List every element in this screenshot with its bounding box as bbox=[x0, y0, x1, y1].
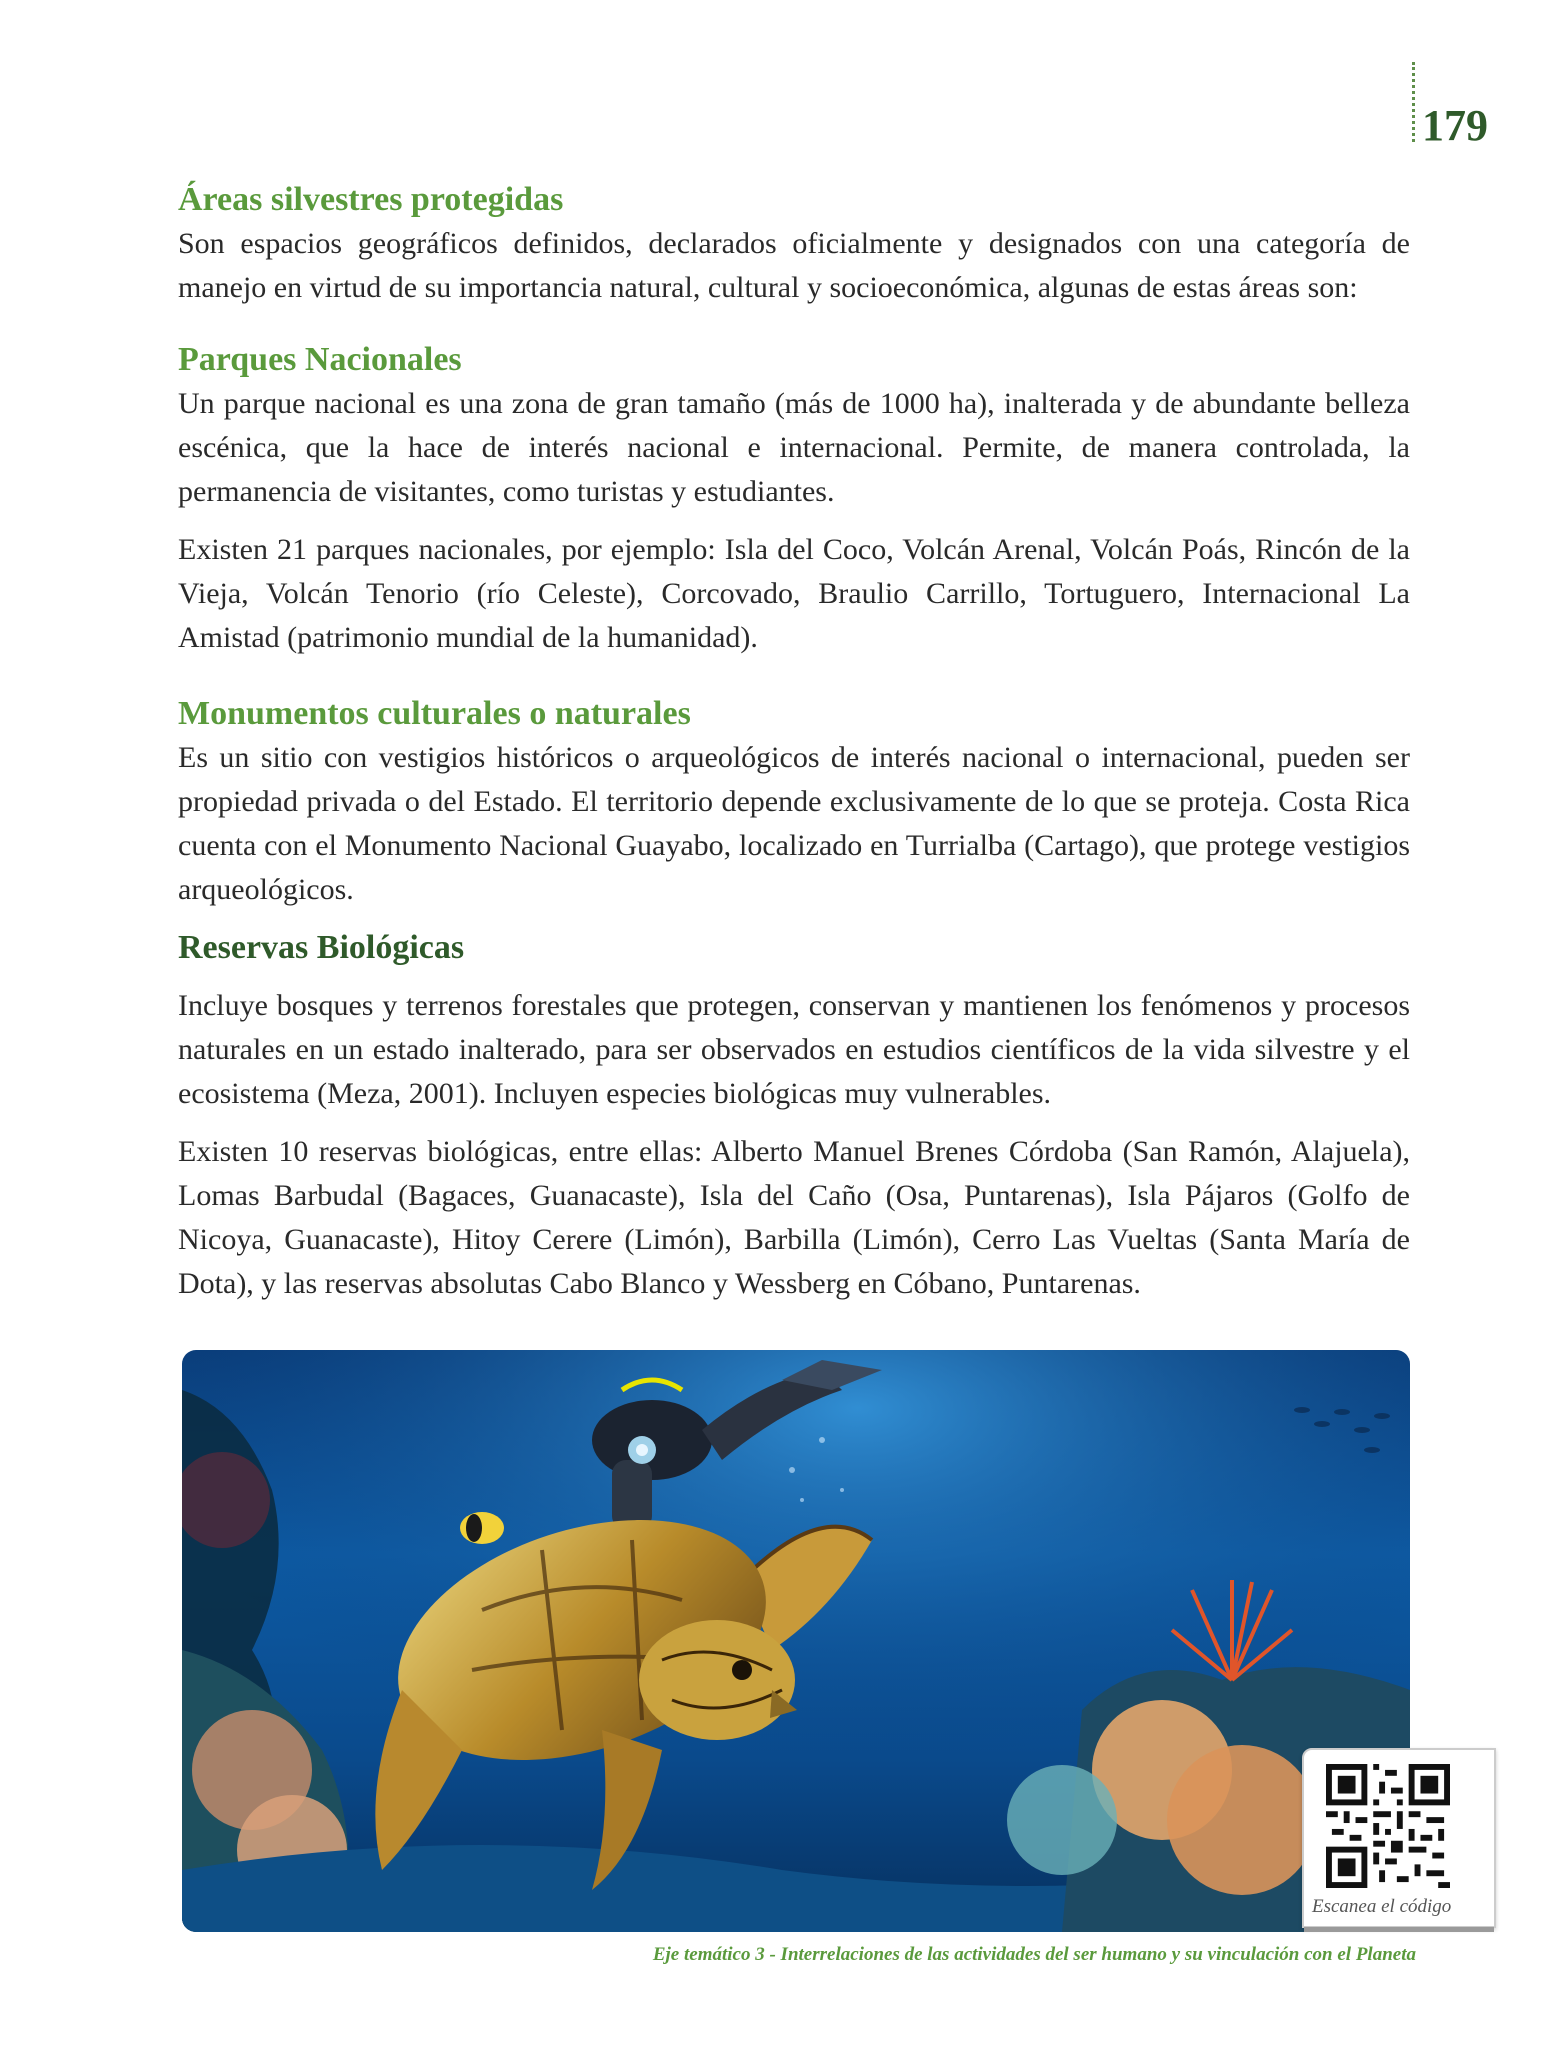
qr-code-icon[interactable] bbox=[1326, 1764, 1450, 1888]
main-content bbox=[178, 178, 1410, 1306]
footer-thematic-axis: Eje temático 3 - Interrelaciones de las actividades del ser humano y su vinculación con el Planeta bbox=[652, 1944, 1416, 1965]
paragraph-areas-silvestres: Son espacios geográficos definidos, declarados oficialmente y designados con una categoría de manejo en virtud de su importancia natural, cultural y socioeconómica, algunas de estas áreas son: bbox=[178, 227, 1410, 304]
qr-code-card[interactable] bbox=[1302, 1748, 1496, 1928]
paragraph-parques-2: Existen 21 parques nacionales, por ejemplo: Isla del Coco, Volcán Arenal, Volcán Poás, Rincón de la Vieja, Volcán Tenorio (río Celeste), Corcovado, Braulio Carrillo, Tortuguero, Internacional La Amistad (patrimonio mundial de la humanidad). bbox=[178, 533, 1410, 654]
paragraph-reservas-1: Incluye bosques y terrenos forestales que protegen, conservan y mantienen los fenómenos y procesos naturales en un estado inalterado, para ser observados en estudios científicos de la vida silvestre y el ecosistema (Meza, 2001). Incluyen especies biológicas muy vulnerables. bbox=[178, 989, 1410, 1110]
page-number-rule bbox=[1412, 62, 1415, 142]
heading-reservas-biologicas: Reservas Biológicas bbox=[178, 929, 465, 966]
paragraph-reservas-2: Existen 10 reservas biológicas, entre ellas: Alberto Manuel Brenes Córdoba (San Ramón, Alajuela), Lomas Barbudal (Bagaces, Guanacaste), Isla del Caño (Osa, Puntarenas), Isla Pájaros (Golfo de Nicoya, Guanacaste), Hitoy Cerere (Limón), Barbilla (Limón), Cerro Las Vueltas (Santa María de Dota), y las reservas absolutas Cabo Blanco y Wessberg en Cóbano, Puntarenas. bbox=[178, 1135, 1410, 1300]
qr-underline bbox=[1304, 1927, 1494, 1932]
qr-caption: Escanea el código bbox=[1312, 1896, 1452, 1917]
sea-turtle-diver-photo bbox=[182, 1350, 1410, 1932]
heading-areas-silvestres: Áreas silvestres protegidas bbox=[178, 181, 564, 218]
paragraph-parques-1: Un parque nacional es una zona de gran tamaño (más de 1000 ha), inalterada y de abundante belleza escénica, que la hace de interés nacional e internacional. Permite, de manera controlada, la permanencia de visitantes, como turistas y estudiantes. bbox=[178, 387, 1410, 508]
heading-monumentos: Monumentos culturales o naturales bbox=[178, 695, 691, 732]
paragraph-monumentos: Es un sitio con vestigios históricos o arqueológicos de interés nacional o internacional, pueden ser propiedad privada o del Estado. El territorio depende exclusivamente de lo que se proteja. Costa Rica cuenta con el Monumento Nacional Guayabo, localizado en Turrialba (Cartago), que protege vestigios arqueológicos. bbox=[178, 741, 1410, 906]
page-number: 179 bbox=[1422, 101, 1488, 150]
heading-parques-nacionales: Parques Nacionales bbox=[178, 341, 462, 378]
